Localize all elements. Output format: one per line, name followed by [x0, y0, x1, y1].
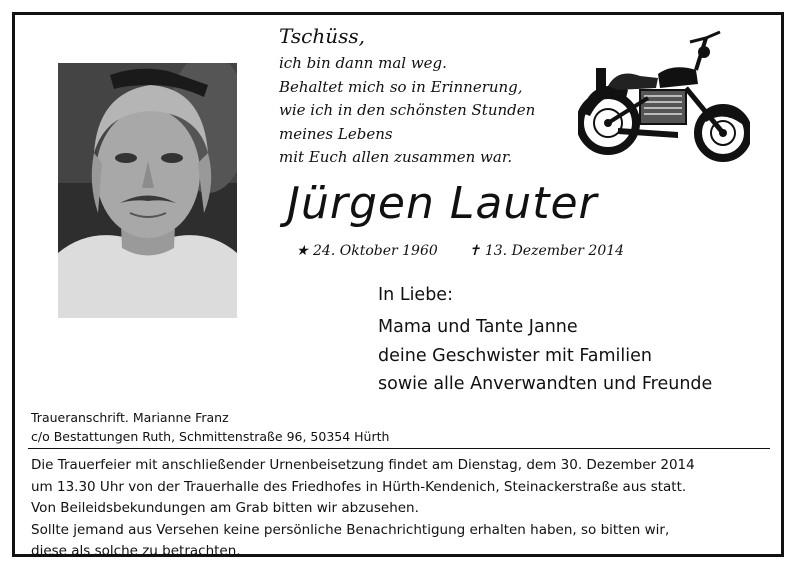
mourners-intro: In Liebe: [378, 285, 453, 305]
mourning-address [31, 408, 389, 446]
funeral-notice [31, 455, 771, 563]
poem-line: mit Euch allen zusammen war. [279, 148, 513, 166]
divider [28, 448, 770, 449]
star-icon: ★ [296, 243, 309, 259]
poem-heading: Tschüss, [279, 24, 365, 48]
notice-line: Die Trauerfeier mit anschließender Urnenbeisetzung findet am Dienstag, dem 30. Dezember 2014 [31, 457, 695, 473]
poem-line: Behaltet mich so in Erinnerung, [279, 77, 523, 96]
death-date: 13. Dezember 2014 [484, 243, 625, 259]
address-line: c/o Bestattungen Ruth, Schmittenstraße 96, 50354 Hürth [31, 429, 390, 444]
address-line: Traueranschrift. Marianne Franz [31, 410, 229, 425]
poem [279, 24, 535, 170]
mourner-line: deine Geschwister mit Familien [378, 345, 653, 366]
cross-icon: ✝ [468, 243, 481, 259]
life-dates [296, 243, 624, 259]
notice-line: um 13.30 Uhr von der Trauerhalle des Friedhofes in Hürth-Kendenich, Steinackerstraße aus statt. [31, 478, 687, 495]
mourners [378, 283, 712, 399]
portrait-photo [58, 63, 237, 318]
notice-line: diese als solche zu betrachten. [31, 543, 241, 559]
birth-date: 24. Oktober 1960 [313, 243, 438, 259]
mourner-line: sowie alle Anverwandten und Freunde [378, 374, 713, 394]
poem-line: meines Lebens [279, 124, 393, 143]
poem-line: ich bin dann mal weg. [279, 54, 447, 72]
notice-line: Von Beileidsbekundungen am Grab bitten wir abzusehen. [31, 500, 419, 516]
poem-line: wie ich in den schönsten Stunden [279, 101, 536, 119]
notice-line: Sollte jemand aus Versehen keine persönliche Benachrichtigung erhalten haben, so bitten wir, [31, 521, 670, 538]
deceased-name: Jürgen Lauter [287, 178, 598, 229]
motorcycle-illustration [578, 28, 750, 164]
mourner-line: Mama und Tante Janne [378, 317, 578, 337]
